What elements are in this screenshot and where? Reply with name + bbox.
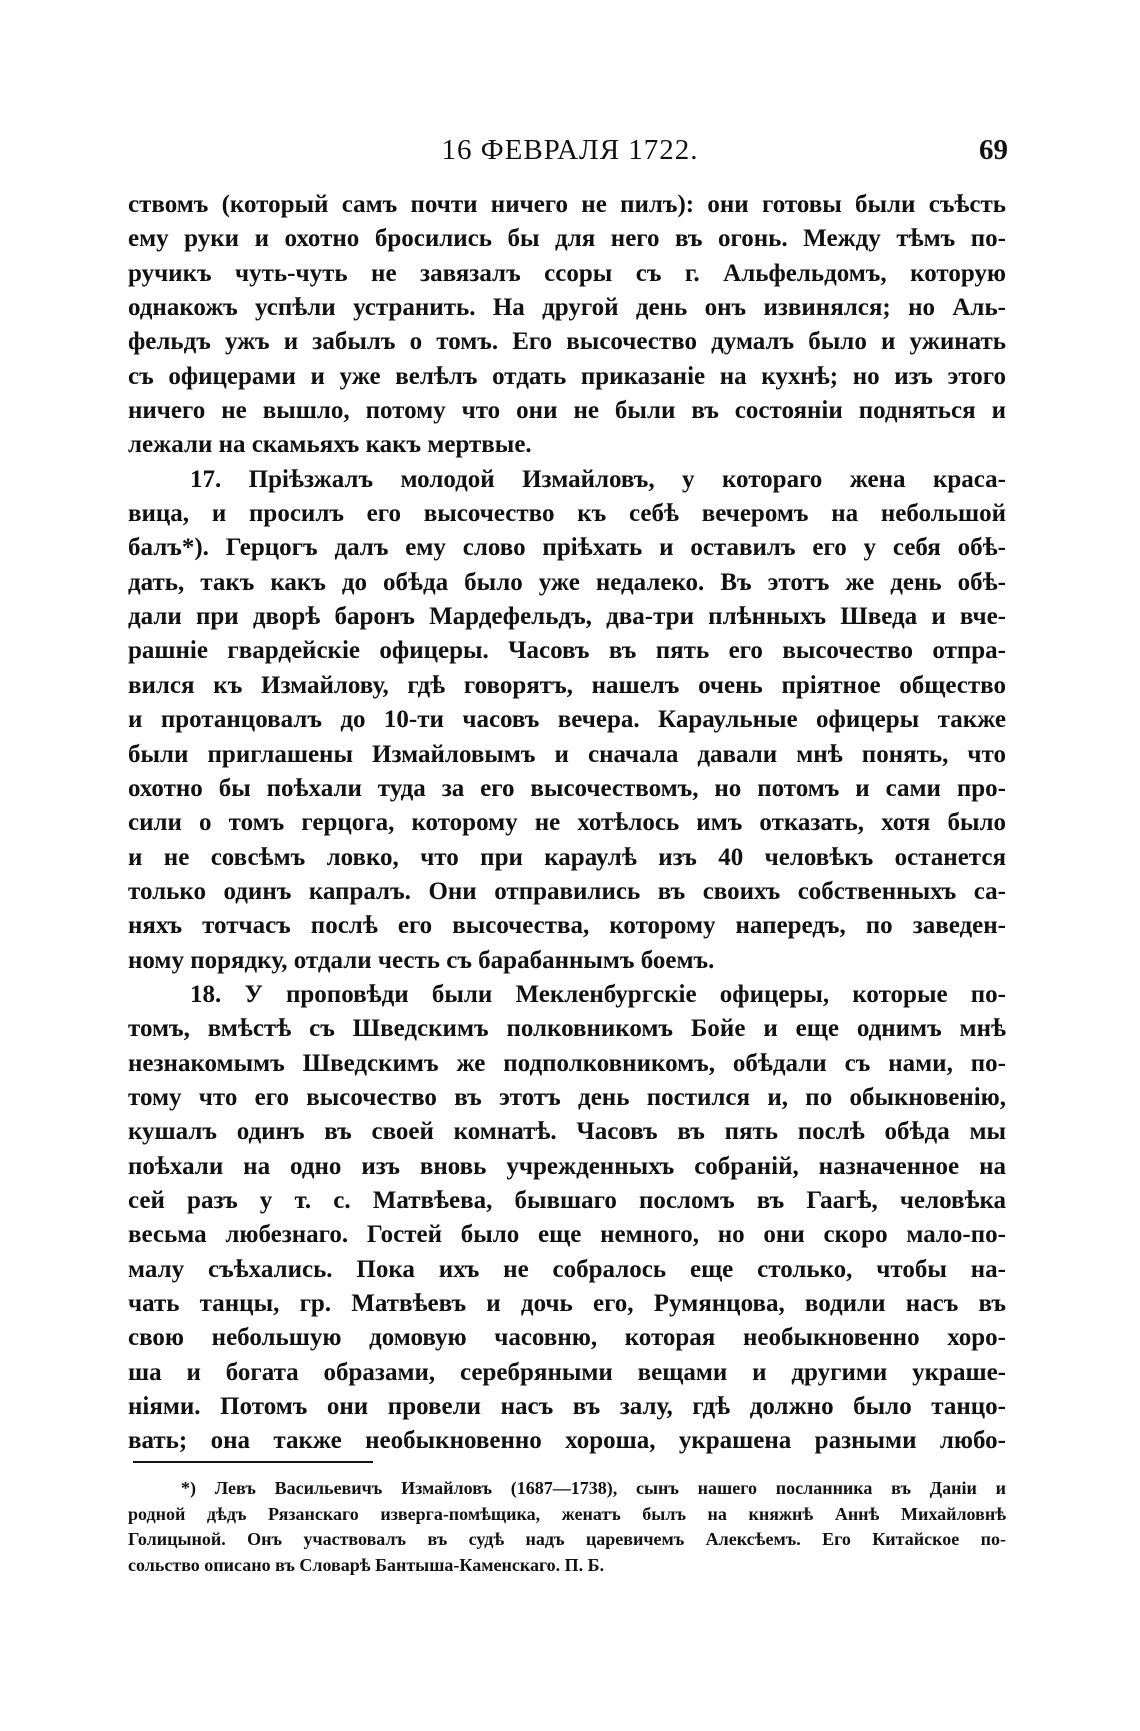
footnote-line: сольство описано въ Словарѣ Бантыша-Каменскаго. П. Б.: [128, 1554, 605, 1575]
text-line: только одинъ капралъ. Они отправились въ своихъ собственныхъ са-: [128, 877, 1006, 905]
text-line: вать; она также необыкновенно хороша, украшена разными любо-: [128, 1427, 1006, 1455]
text-line: кушалъ одинъ въ своей комнатѣ. Часовъ въ пять послѣ обѣда мы: [128, 1118, 1006, 1146]
text-line: однакожъ успѣли устранить. На другой день онъ извинялся; но Аль-: [128, 294, 1006, 322]
text-line: были приглашены Измайловымъ и сначала давали мнѣ понять, что: [128, 740, 1006, 768]
footnote-line: *) Левъ Васильевичъ Измайловъ (1687—1738), сынъ нашего посланника въ Даніи и: [181, 1478, 1006, 1498]
text-line: ничего не вышло, потому что они не были въ состояніи подняться и: [128, 397, 1006, 425]
paragraph-start-18: 18. У проповѣди были Мекленбургскіе офицеры, которые по-: [190, 980, 1006, 1008]
running-title: 16 ФЕВРАЛЯ 1722.: [441, 134, 699, 166]
text-line: и протанцовалъ до 10-ти часовъ вечера. Караульные офицеры также: [128, 706, 1006, 734]
paragraph-start-17: 17. Пріѣзжалъ молодой Измайловъ, у котораго жена краса-: [190, 465, 1006, 493]
text-line: ручикъ чуть-чуть не завязалъ ссоры съ г. Альфельдомъ, которую: [128, 259, 1006, 287]
text-line: няхъ тотчасъ послѣ его высочества, которому напередъ, по заведен-: [128, 912, 1006, 940]
text-line: ствомъ (который самъ почти ничего не пилъ): они готовы были съѣсть: [128, 191, 1006, 218]
footnote-line: Голицыной. Онъ участвовалъ въ судѣ надъ царевичемъ Алексѣемъ. Его Китайское по-: [128, 1529, 1006, 1549]
text-line: сили о томъ герцога, которому не хотѣлось имъ отказать, хотя было: [128, 809, 1006, 837]
text-line: томъ, вмѣстѣ съ Шведскимъ полковникомъ Бойе и еще однимъ мнѣ: [128, 1015, 1006, 1043]
text-line: незнакомымъ Шведскимъ же подполковникомъ, обѣдали съ нами, по-: [128, 1049, 1006, 1077]
text-line: дали при дворѣ баронъ Мардефельдъ, два-три плѣнныхъ Шведа и вче-: [128, 603, 1006, 631]
footnote-line: родной дѣдъ Рязанскаго изверга-помѣщика, женатъ былъ на княжнѣ Аннѣ Михайловнѣ: [128, 1503, 1006, 1524]
text-line: малу съѣхались. Пока ихъ не собралось еще столько, чтобы на-: [128, 1255, 1006, 1283]
text-line: балъ*). Герцогъ далъ ему слово пріѣхать и оставилъ его у себя обѣ-: [128, 534, 1006, 562]
text-line: чать танцы, гр. Матвѣевъ и дочь его, Румянцова, водили насъ въ: [128, 1290, 1006, 1317]
text-line: и не совсѣмъ ловко, что при караулѣ изъ 40 человѣкъ останется: [128, 843, 1006, 871]
footnote-divider: [133, 1461, 373, 1463]
text-line: охотно бы поѣхали туда за его высочествомъ, но потомъ и сами про-: [128, 774, 1006, 802]
text-line: ша и богата образами, серебряными вещами и другими украше-: [128, 1358, 1006, 1386]
text-line: весьма любезнаго. Гостей было еще немного, но они скоро мало-по-: [128, 1221, 1006, 1249]
text-line: съ офицерами и уже велѣлъ отдать приказаніе на кухнѣ; но изъ этого: [128, 362, 1006, 390]
text-line: сей разъ у т. с. Матвѣева, бывшаго посломъ въ Гаагѣ, человѣка: [128, 1186, 1006, 1214]
text-line: ему руки и охотно бросились бы для него въ огонь. Между тѣмъ по-: [128, 225, 1006, 253]
body-text: [128, 188, 1006, 1459]
text-line: ному порядку, отдали честь съ барабаннымъ боемъ.: [128, 946, 715, 974]
footnote: [128, 1476, 1006, 1578]
text-line: поѣхали на одно изъ вновь учрежденныхъ собраній, назначенное на: [128, 1152, 1006, 1180]
text-line: лежали на скамьяхъ какъ мертвые.: [128, 431, 532, 459]
text-line: свою небольшую домовую часовню, которая необыкновенно хоро-: [128, 1324, 1006, 1352]
text-line: ніями. Потомъ они провели насъ въ залу, гдѣ должно было танцо-: [128, 1393, 1006, 1421]
text-line: вился къ Измайлову, гдѣ говорятъ, нашелъ очень пріятное общество: [128, 671, 1006, 699]
text-line: тому что его высочество въ этотъ день постился и, по обыкновенію,: [128, 1083, 1006, 1111]
text-line: вица, и просилъ его высочество къ себѣ вечеромъ на небольшой: [128, 500, 1006, 528]
running-head: [130, 134, 1010, 174]
text-line: фельдъ ужъ и забылъ о томъ. Его высочество думалъ было и ужинать: [128, 328, 1006, 356]
page-number: 69: [979, 134, 1008, 166]
text-line: дать, такъ какъ до обѣда было уже недалеко. Въ этотъ же день обѣ-: [128, 568, 1006, 596]
text-line: рашніе гвардейскіе офицеры. Часовъ въ пять его высочество отпра-: [128, 637, 1006, 665]
